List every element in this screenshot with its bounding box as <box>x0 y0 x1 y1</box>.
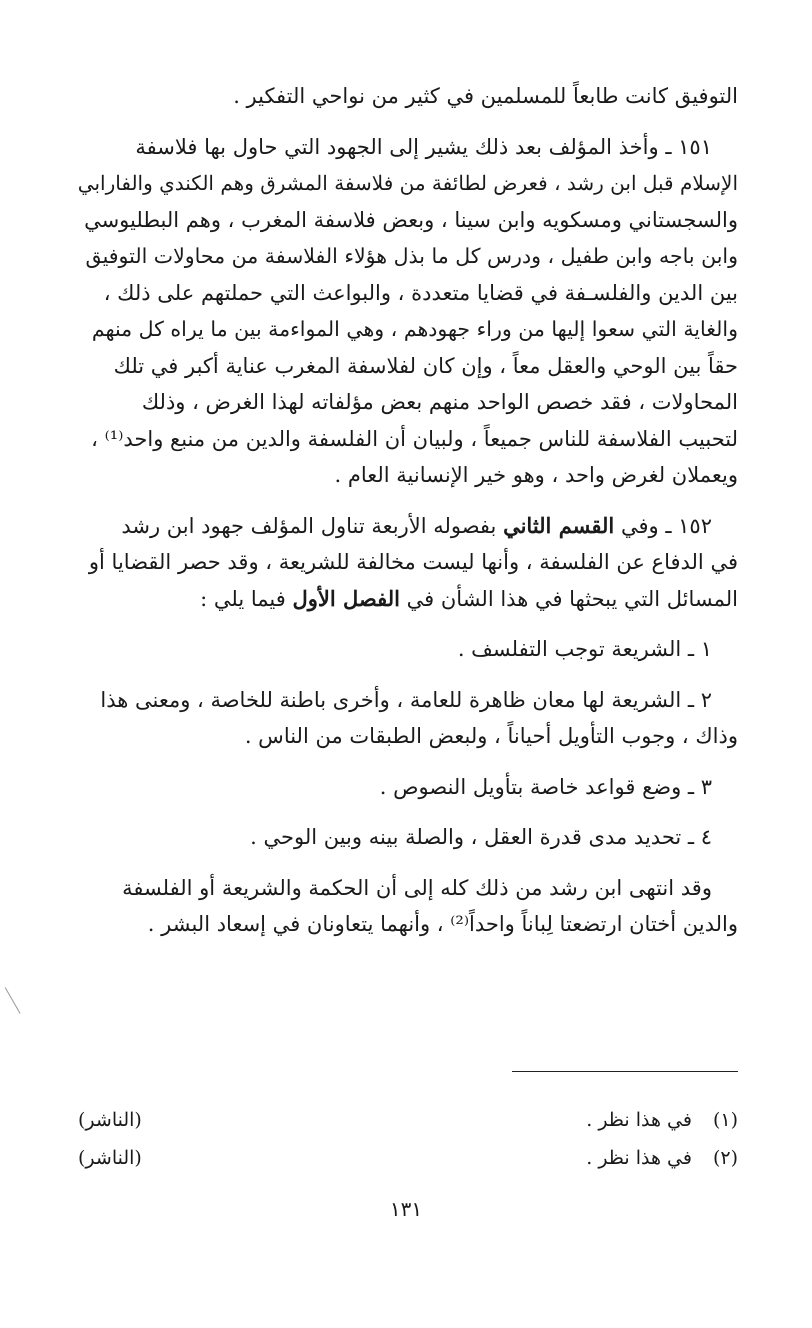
footnote-number: (١) <box>712 1109 738 1131</box>
list-item: ٣ ـ وضع قواعد خاصة بتأويل النصوص . <box>379 774 712 799</box>
text-run: المسائل التي يبحثها في هذا الشأن في <box>399 586 738 611</box>
paragraph-line: المحاولات ، فقد خصص الواحد منهم بعض مؤلفاته لهذا الغرض ، وذلك <box>141 390 738 414</box>
paragraph-line <box>78 581 738 618</box>
bold-term: القسم الثاني <box>503 512 615 538</box>
paragraph-line: والدين أختان ارتضعتا لِباناً واحداً⁽²⁾ ، وأنهما يتعاونان في إسعاد البشر . <box>147 912 738 936</box>
paragraph-line: ويعملان لغرض واحد ، وهو خير الإنسانية العام . <box>334 463 738 487</box>
paragraph-line: لتحبيب الفلاسفة للناس جميعاً ، ولبيان أن الفلسفة والدين من منبع واحد⁽¹⁾ ، <box>91 426 738 451</box>
paragraph-line: وقد انتهى ابن رشد من ذلك كله إلى أن الحكمة والشريعة أو الفلسفة <box>122 875 712 900</box>
list-item: ٤ ـ تحديد مدى قدرة العقل ، والصلة بينه وبين الوحي . <box>250 825 712 849</box>
footnote-attribution: (الناشر) <box>78 1147 142 1169</box>
paragraph-line: ١٥١ ـ وأخذ المؤلف بعد ذلك يشير إلى الجهود التي حاول بها فلاسفة <box>135 134 712 159</box>
list-item-continuation: وذاك ، وجوب التأويل أحياناً ، ولبعض الطبقات من الناس . <box>244 724 738 748</box>
paragraph-line: في الدفاع عن الفلسفة ، وأنها ليست مخالفة للشريعة ، وقد حصر القضايا أو <box>88 550 738 574</box>
paragraph-line <box>78 508 738 545</box>
text-run: ١٥٢ ـ وفي <box>614 513 712 538</box>
text-run: بفصوله الأربعة تناول المؤلف جهود ابن رشد <box>121 513 504 538</box>
margin-mark <box>5 986 23 1013</box>
list-item: ٢ ـ الشريعة لها معان ظاهرة للعامة ، وأخرى باطنة للخاصة ، ومعنى هذا <box>100 687 712 712</box>
paragraph-line: حقاً بين الوحي والعقل معاً ، وإن كان لفلاسفة المغرب عناية أكبر في تلك <box>113 353 738 378</box>
paragraph-line: وابن باجه وابن طفيل ، ودرس كل ما بذل هؤلاء الفلاسفة من محاولات التوفيق <box>85 244 738 268</box>
paragraph-line: والسجستاني ومسكويه وابن سينا ، وبعض فلاسفة المغرب ، وهم البطليوسي <box>84 207 738 232</box>
footnote <box>78 1105 738 1135</box>
paragraph-line: بين الدين والفلسـفة في قضايا متعددة ، والبواعث التي حملتهم على ذلك ، <box>103 280 738 305</box>
footnote-text: في هذا نظر . <box>586 1109 692 1131</box>
bold-term: الفصل الأول <box>292 585 400 611</box>
paragraph-line: والغاية التي سعوا إليها من وراء جهودهم ، وهي المواءمة بين ما يراه كل منهم <box>91 317 738 341</box>
page-body <box>78 78 738 943</box>
footnote-separator <box>512 1071 738 1072</box>
paragraph-line: الإسلام قبل ابن رشد ، فعرض لطائفة من فلاسفة المشرق وهم الكندي والفارابي <box>78 171 738 195</box>
text-run: فيما يلي : <box>200 586 293 611</box>
list-item: ١ ـ الشريعة توجب التفلسف . <box>457 637 712 661</box>
footnote-text: في هذا نظر . <box>586 1147 692 1169</box>
footnote <box>78 1143 738 1173</box>
paragraph-line: التوفيق كانت طابعاً للمسلمين في كثير من نواحي التفكير . <box>233 84 738 108</box>
footnote-number: (٢) <box>712 1147 738 1169</box>
footnote-attribution: (الناشر) <box>78 1109 142 1131</box>
page-number: ١٣١ <box>389 1197 423 1221</box>
